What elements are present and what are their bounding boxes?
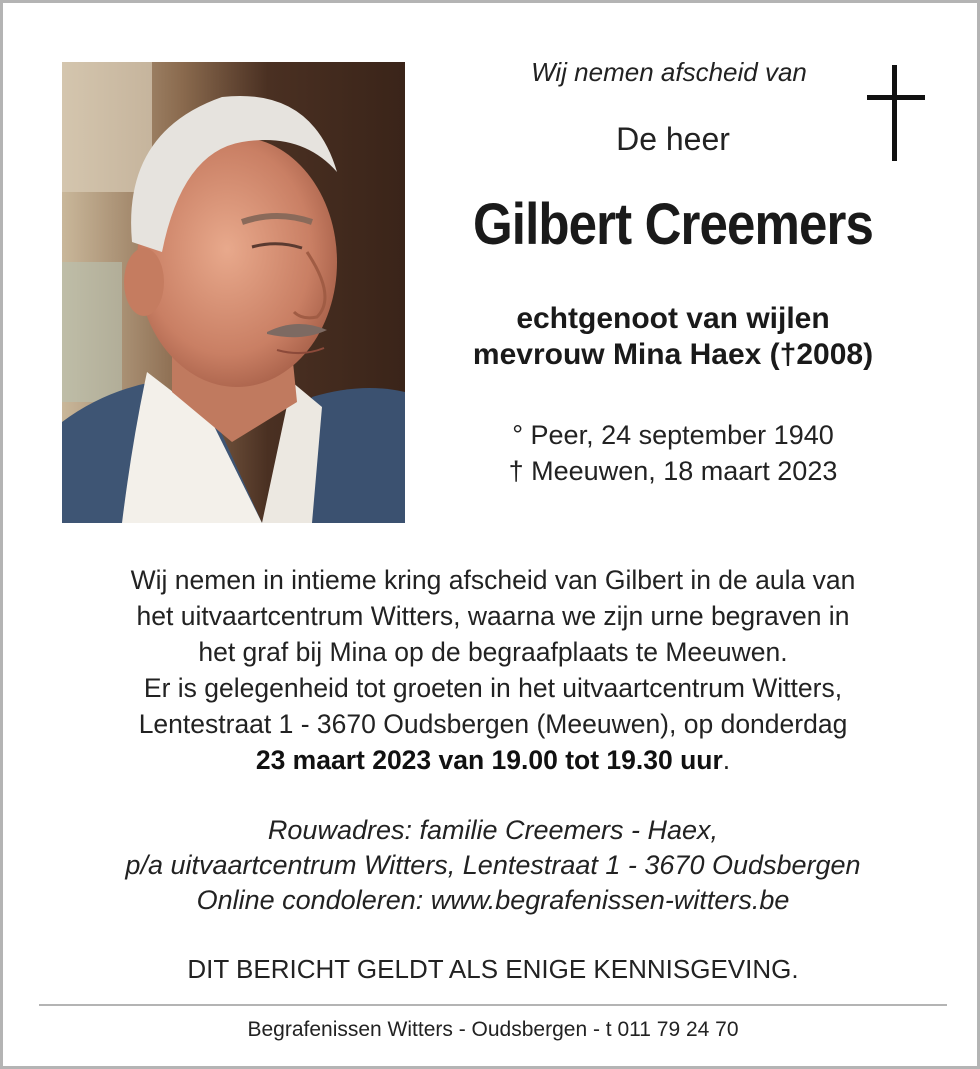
address-line-1: Rouwadres: familie Creemers - Haex, [267, 815, 719, 845]
life-dates [413, 417, 933, 489]
spouse-line-2: mevrouw Mina Haex (†2008) [472, 338, 874, 371]
visitation-time-bold: 23 maart 2023 van 19.00 tot 19.30 uur [255, 745, 723, 775]
honorific: De heer [616, 121, 730, 157]
body-line: Er is gelegenheid tot groeten in het uitvaartcentrum Witters, [143, 673, 843, 703]
footer-contact: Begrafenissen Witters - Oudsbergen - t 011 79 24 70 [247, 1018, 739, 1041]
address-line-2: p/a uitvaartcentrum Witters, Lentestraat 1 - 3670 Oudsbergen [125, 850, 861, 880]
spouse-line-1: echtgenoot van wijlen [516, 302, 830, 335]
ceremony-text [43, 562, 943, 778]
deceased-name: Gilbert Creemers [472, 192, 874, 257]
body-line: het graf bij Mina op de begraafplaats te Meeuwen. [198, 637, 788, 667]
body-line: Lentestraat 1 - 3670 Oudsbergen (Meeuwen), op donderdag [138, 709, 848, 739]
mourning-address [43, 813, 943, 918]
notice-text: DIT BERICHT GELDT ALS ENIGE KENNISGEVING. [187, 954, 799, 984]
birth-date: ° Peer, 24 september 1940 [512, 420, 834, 450]
condolence-url: Online condoleren: www.begrafenissen-witters.be [196, 885, 790, 915]
divider [39, 1004, 947, 1006]
portrait-photo [62, 62, 405, 523]
death-date: † Meeuwen, 18 maart 2023 [508, 456, 838, 486]
body-line: Wij nemen in intieme kring afscheid van Gilbert in de aula van [130, 565, 856, 595]
intro-text: Wij nemen afscheid van [531, 57, 807, 87]
body-line: het uitvaartcentrum Witters, waarna we zijn urne begraven in [136, 601, 850, 631]
visitation-time-suffix: . [722, 745, 731, 775]
spouse-info [413, 301, 933, 373]
visitation-time [43, 742, 943, 778]
